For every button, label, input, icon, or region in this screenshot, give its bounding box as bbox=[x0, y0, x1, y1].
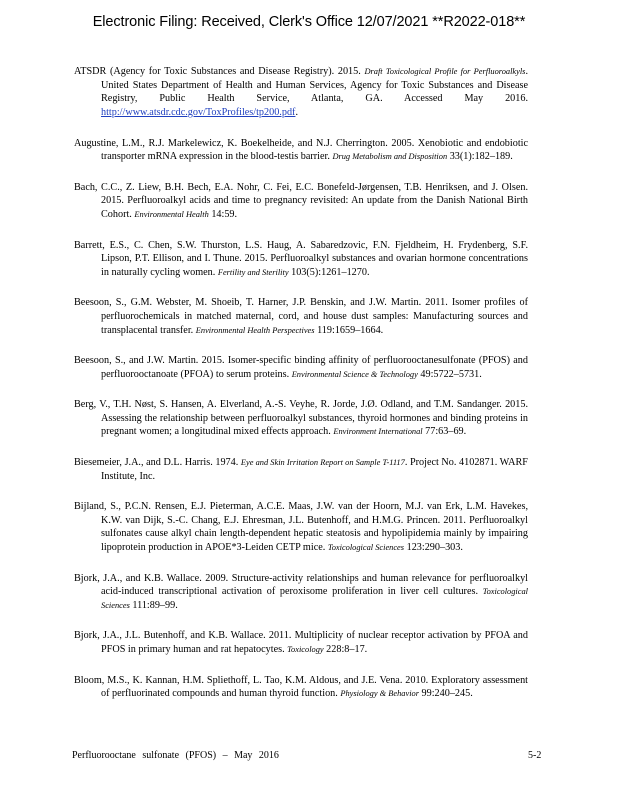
atsdr-pdf-link[interactable]: http://www.atsdr.cdc.gov/ToxProfiles/tp200.pdf bbox=[101, 106, 296, 118]
reference-entry: Bjork, J.A., and K.B. Wallace. 2009. Structure-activity relationships and human relevance for perfluoroalkyl acid-induced transcriptional activation of peroxisome proliferation in liver cell cultures. Toxicological Sciences 111:89–99. bbox=[74, 572, 528, 611]
reference-entry: Biesemeier, J.A., and D.L. Harris. 1974. Eye and Skin Irritation Report on Sample T-1117. Project No. 4102871. WARF Institute, Inc. bbox=[74, 457, 528, 482]
reference-entry: Bjork, J.A., J.L. Butenhoff, and K.B. Wallace. 2011. Multiplicity of nuclear receptor activation by PFOA and PFOS in primary human and rat hepatocytes. Toxicology 228:8–17. bbox=[74, 630, 528, 655]
reference-entry: Beesoon, S., and J.W. Martin. 2015. Isomer-specific binding affinity of perfluorooctanesulfonate (PFOS) and perfluorooctanoate (PFOA) to serum proteins. Environmental Science & Technology 49:5722–5731. bbox=[74, 355, 528, 380]
reference-entry: Bijland, S., P.C.N. Rensen, E.J. Pieterman, A.C.E. Maas, J.W. van der Hoorn, M.J. van Erk, L.M. Havekes, K.W. van Dijk, S.-C. Chang, E.J. Ehresman, J.L. Butenhoff, and H.M.G. Princen. 2011. Perfluoroalkyl sulfonates cause alkyl chain length-dependent hepatic steatosis and hypolipidemia mainly by impairing lipoprotein production in APOE*3-Leiden CETP mice. Toxicological Sciences 123:290–303. bbox=[74, 501, 528, 554]
reference-entry: Barrett, E.S., C. Chen, S.W. Thurston, L.S. Haug, A. Sabaredzovic, F.N. Fjeldheim, H. Frydenberg, S.F. Lipson, P.T. Ellison, and I. Thune. 2015. Perfluoroalkyl substances and ovarian hormone concentrations in naturally cycling women. Fertility and Sterility 103(5):1261–1270. bbox=[74, 239, 528, 278]
reference-entry: Berg, V., T.H. Nøst, S. Hansen, A. Elverland, A.-S. Veyhe, R. Jorde, J.Ø. Odland, and T.M. Sandanger. 2015. Assessing the relationship between perfluoroalkyl substances, thyroid hormones and binding proteins in pregnant women; a longitudinal mixed effects approach. Environment International 77:63–69. bbox=[74, 399, 528, 438]
page-number: 5-2 bbox=[528, 750, 542, 761]
reference-entry: Bach, C.C., Z. Liew, B.H. Bech, E.A. Nohr, C. Fei, E.C. Bonefeld-Jørgensen, T.B. Henriksen, and J. Olsen. 2015. Perfluoroalkyl acids and time to pregnancy revisited: An update from the Danish National Birth Cohort. Environmental Health 14:59. bbox=[74, 181, 528, 220]
reference-entry: Augustine, L.M., R.J. Markelewicz, K. Boekelheide, and N.J. Cherrington. 2005. Xenobiotic and endobiotic transporter mRNA expression in the blood-testis barrier. Drug Metabolism and Disposition 33(1):182–189. bbox=[74, 137, 528, 163]
reference-entry: Bloom, M.S., K. Kannan, H.M. Spliethoff, L. Tao, K.M. Aldous, and J.E. Vena. 2010. Exploratory assessment of perfluorinated compounds and human thyroid function. Physiology & Behavior 99:240–245. bbox=[74, 674, 528, 700]
reference-list bbox=[74, 55, 528, 718]
footer-document-title: Perfluorooctane sulfonate (PFOS) – May 2016 bbox=[72, 750, 279, 761]
filing-header: Electronic Filing: Received, Clerk's Office 12/07/2021 **R2022-018** bbox=[92, 14, 526, 30]
reference-entry: Beesoon, S., G.M. Webster, M. Shoeib, T. Harner, J.P. Benskin, and J.W. Martin. 2011. Isomer profiles of perfluorochemicals in matched maternal, cord, and house dust samples: Manufacturing sources and transplacental transfer. Environmental Health Perspectives 119:1659–1664. bbox=[74, 297, 528, 336]
reference-entry: ATSDR (Agency for Toxic Substances and Disease Registry). 2015. Draft Toxicological Profile for Perfluoroalkyls. United States Department of Health and Human Services, Agency for Toxic Substances and Disease Registry, Public Health Service, Atlanta, GA. Accessed May 2016. http://www.atsdr.cdc.gov/ToxProfiles/tp200.pdf. bbox=[74, 66, 528, 118]
